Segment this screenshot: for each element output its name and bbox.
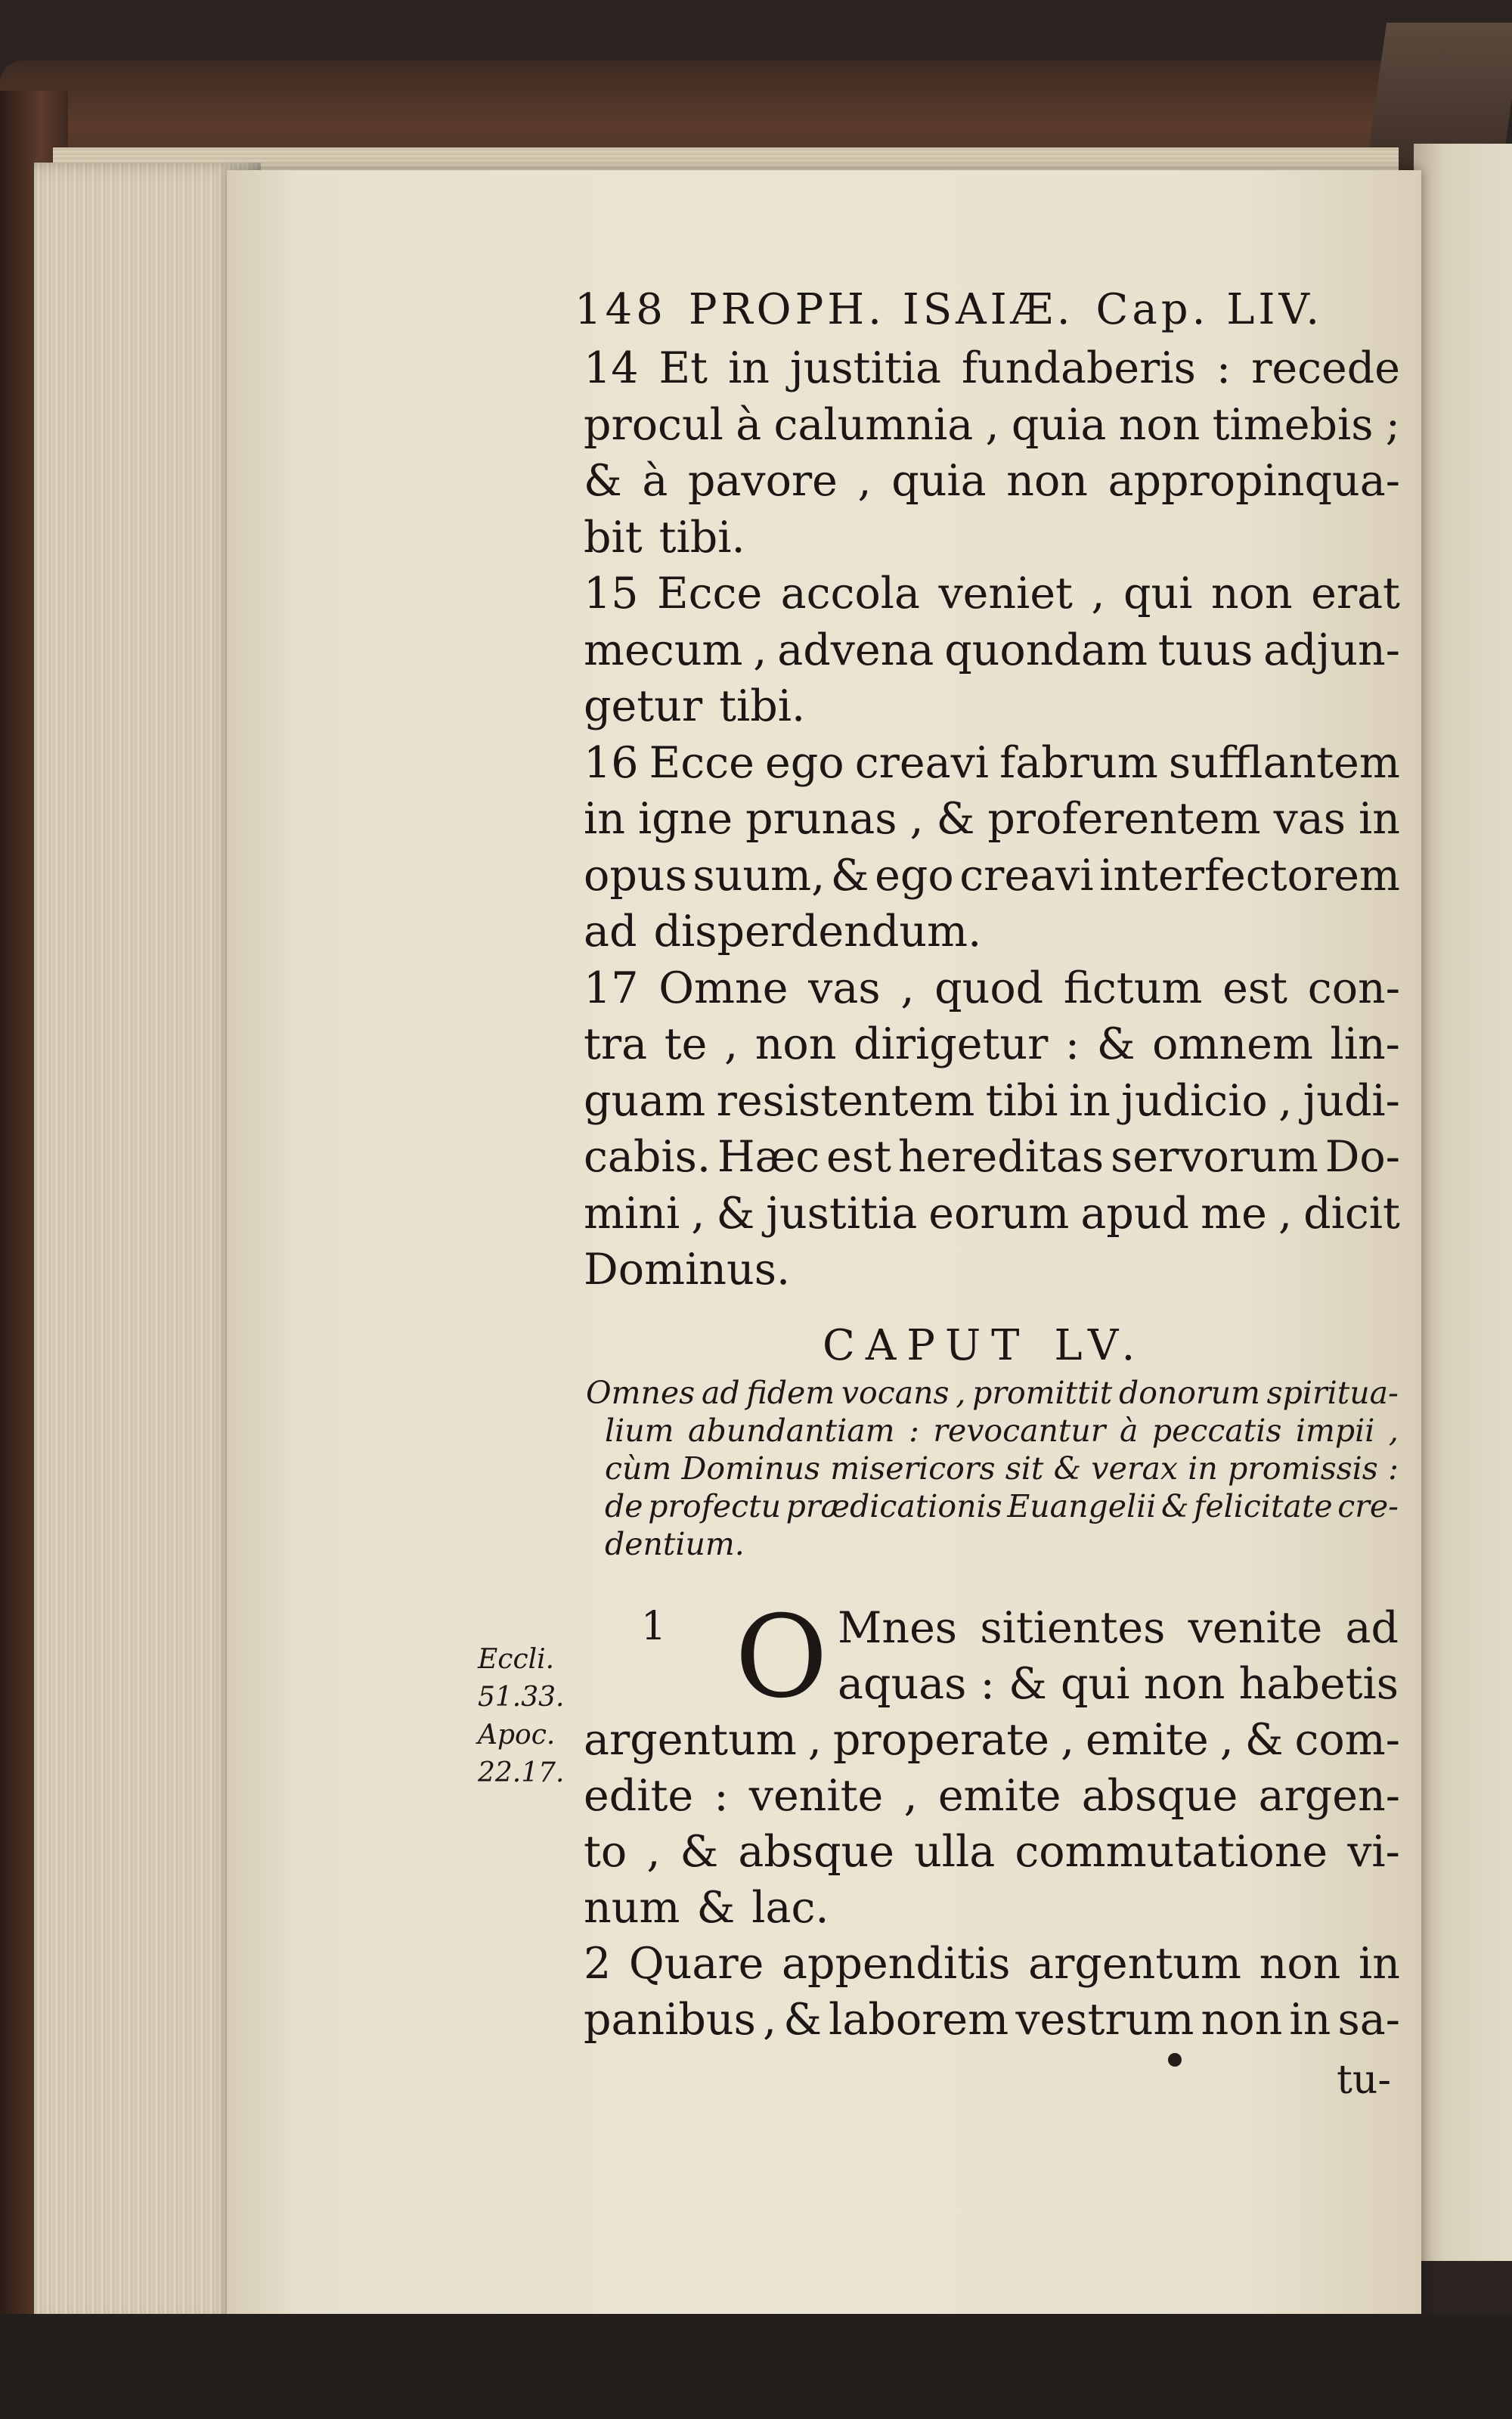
word: sufflantem — [1168, 737, 1400, 788]
word: appenditis — [781, 1939, 1011, 1989]
word: fabrum — [999, 737, 1158, 788]
word: non — [1259, 1939, 1341, 1989]
word: non — [754, 1019, 837, 1069]
word: quondam — [944, 625, 1148, 675]
word: : — [1064, 1019, 1080, 1069]
word: properate — [832, 1715, 1050, 1765]
word: , — [900, 963, 915, 1013]
word: proferentem — [987, 794, 1261, 844]
word: 2 — [584, 1939, 612, 1989]
word: adjun- — [1263, 625, 1400, 675]
word: dicit — [1303, 1188, 1400, 1239]
word: lium — [605, 1413, 674, 1449]
word: ad — [701, 1375, 740, 1411]
word: , — [763, 1995, 777, 2045]
word: cre- — [1337, 1488, 1399, 1524]
word: est — [826, 1132, 891, 1182]
word: in — [584, 794, 625, 844]
word: judicio — [1121, 1075, 1268, 1126]
verse-line — [584, 1129, 1400, 1186]
word: , — [903, 1771, 918, 1821]
word: omnem — [1152, 1019, 1313, 1069]
verse-line — [584, 1242, 1400, 1298]
word: fictum — [1063, 963, 1203, 1013]
header-chapter-label: Cap. LIV. — [1095, 285, 1323, 334]
verse-line — [584, 510, 1400, 566]
word: , — [985, 399, 999, 450]
word: suum, — [692, 850, 826, 901]
word: promittit — [972, 1375, 1113, 1411]
word: & — [830, 850, 869, 901]
word: aquas — [838, 1659, 967, 1709]
word: tra — [584, 1019, 648, 1069]
word: , — [1060, 1715, 1075, 1765]
word: & — [936, 794, 975, 844]
word: Omne — [658, 963, 789, 1013]
verse-line — [584, 622, 1400, 679]
word: apud — [1080, 1188, 1190, 1239]
word: argentum — [1028, 1939, 1241, 1989]
verse-line — [584, 566, 1400, 622]
word: recede — [1251, 343, 1400, 393]
word: impii — [1295, 1413, 1375, 1449]
word: getur — [584, 681, 703, 731]
word: absque — [1081, 1771, 1238, 1821]
word: qui — [1061, 1659, 1130, 1709]
word: vas — [1273, 794, 1346, 844]
word: mini — [584, 1188, 680, 1239]
word: commutatione — [1015, 1827, 1328, 1877]
margin-reference: Eccli. — [478, 1644, 555, 1675]
word: revocantur — [933, 1413, 1106, 1449]
word: dentium. — [605, 1526, 745, 1562]
chapter-summary-line — [605, 1525, 1399, 1563]
word: 15 — [584, 569, 639, 619]
word: , — [1219, 1715, 1234, 1765]
word: in — [1289, 1995, 1331, 2045]
word: Ecce — [656, 569, 763, 619]
margin-reference: 51.33. — [478, 1682, 565, 1713]
verse-line — [584, 1016, 1400, 1073]
word: tuus — [1157, 625, 1253, 675]
word: justitia — [790, 343, 941, 393]
word: Ecce — [649, 737, 754, 788]
verse-line — [584, 678, 1400, 735]
word: in — [1358, 794, 1400, 844]
word: Dominus — [681, 1450, 820, 1487]
word: venite — [748, 1771, 884, 1821]
word: vi- — [1347, 1827, 1400, 1877]
word: in — [1359, 1939, 1400, 1989]
word: con- — [1307, 963, 1400, 1013]
word: : — [980, 1659, 995, 1709]
word: , — [1278, 1188, 1293, 1239]
word: in — [1068, 1075, 1111, 1126]
word: prunas — [745, 794, 897, 844]
word: 16 — [584, 737, 639, 788]
word: num — [584, 1883, 680, 1933]
word: advena — [777, 625, 934, 675]
verse-line — [584, 904, 1400, 960]
verse-line — [584, 1768, 1400, 1825]
word: judi- — [1303, 1075, 1400, 1126]
word: Quare — [628, 1939, 764, 1989]
word: sa- — [1337, 1995, 1400, 2045]
word: ulla — [914, 1827, 996, 1877]
word: calumnia — [773, 399, 974, 450]
word: fundaberis — [961, 343, 1196, 393]
word: non — [1210, 569, 1293, 619]
word: & — [584, 456, 622, 506]
word: procul — [584, 399, 723, 450]
verse-line — [584, 1992, 1400, 2048]
word: à — [1119, 1413, 1139, 1449]
word: ad — [1345, 1603, 1399, 1653]
printer-mark — [1168, 2053, 1182, 2067]
word: ; — [1385, 399, 1400, 450]
word: sit — [1005, 1450, 1044, 1487]
word: veniet — [938, 569, 1073, 619]
word: fidem — [746, 1375, 835, 1411]
word: 14 — [584, 343, 639, 393]
verse-line — [584, 735, 1400, 792]
margin-reference: Apoc. — [478, 1720, 556, 1751]
word: verax — [1091, 1450, 1179, 1487]
word: mecum — [584, 625, 743, 675]
running-header — [575, 280, 1323, 340]
chapter-summary-line — [605, 1487, 1399, 1525]
word: ad — [584, 907, 637, 957]
verse-line — [584, 397, 1400, 454]
word: spiritua- — [1266, 1375, 1399, 1411]
word: vocans — [841, 1375, 950, 1411]
word: , — [1091, 569, 1105, 619]
word: sitientes — [980, 1603, 1166, 1653]
word: ego — [765, 737, 844, 788]
word: & — [1053, 1450, 1082, 1487]
word: abundantiam — [688, 1413, 895, 1449]
chapter-summary-line — [605, 1450, 1399, 1487]
word: tibi. — [658, 512, 745, 563]
word: Mnes — [838, 1603, 958, 1653]
catchword: tu- — [1337, 2058, 1391, 2103]
word: est — [1222, 963, 1288, 1013]
verse-line — [584, 1936, 1400, 1993]
word: in — [728, 343, 770, 393]
verse-line — [584, 1824, 1400, 1881]
word: justitia — [766, 1188, 918, 1239]
verse-line — [838, 1600, 1399, 1657]
word: Et — [658, 343, 708, 393]
word: & — [1161, 1488, 1189, 1524]
word: Dominus. — [584, 1245, 791, 1295]
header-page-number: 148 — [575, 285, 667, 334]
verse-number: 1 — [641, 1604, 667, 1649]
chapter-summary-line — [586, 1374, 1399, 1412]
word: interfectorem — [1099, 850, 1400, 901]
word: opus — [584, 850, 687, 901]
word: argen- — [1258, 1771, 1400, 1821]
word: qui — [1123, 569, 1193, 619]
word: non — [1143, 1659, 1225, 1709]
word: laborem — [829, 1995, 1009, 2045]
word: à — [642, 456, 668, 506]
word: to — [584, 1827, 627, 1877]
chapter-summary-line — [605, 1412, 1399, 1450]
word: guam — [584, 1075, 706, 1126]
word: emite — [1086, 1715, 1209, 1765]
margin-reference: 22.17. — [478, 1757, 565, 1788]
word: peccatis — [1151, 1413, 1282, 1449]
word: , — [909, 794, 924, 844]
verse-line — [584, 791, 1400, 848]
word: quod — [934, 963, 1044, 1013]
word: donorum — [1118, 1375, 1260, 1411]
word: me — [1201, 1188, 1267, 1239]
header-running-title: PROPH. ISAIÆ. — [688, 285, 1074, 334]
word: vestrum — [1015, 1995, 1194, 2045]
word: cùm — [605, 1450, 672, 1487]
word: misericors — [830, 1450, 996, 1487]
word: 17 — [584, 963, 639, 1013]
word: quia — [891, 456, 987, 506]
word: pavore — [687, 456, 838, 506]
word: à — [736, 399, 762, 450]
word: disperdendum. — [653, 907, 982, 957]
word: : — [1216, 343, 1232, 393]
word: creavi — [854, 737, 990, 788]
word: prædicationis — [785, 1488, 1002, 1524]
word: , — [857, 456, 872, 506]
verse-line — [584, 1712, 1400, 1769]
word: , — [807, 1715, 822, 1765]
word: Euangelii — [1007, 1488, 1157, 1524]
drop-capital: O — [735, 1592, 828, 1723]
verse-line — [584, 1880, 1400, 1937]
verse-line — [584, 848, 1400, 904]
word: erat — [1311, 569, 1400, 619]
word: : — [714, 1771, 729, 1821]
word: igne — [637, 794, 733, 844]
verse-line — [584, 1186, 1400, 1242]
word: felicitate — [1194, 1488, 1333, 1524]
word: vas — [808, 963, 881, 1013]
word: com- — [1294, 1715, 1400, 1765]
word: , — [956, 1375, 966, 1411]
word: habetis — [1238, 1659, 1399, 1709]
chapter-heading: CAPUT LV. — [823, 1321, 1146, 1370]
word: profectu — [648, 1488, 781, 1524]
word: & — [696, 1883, 736, 1933]
word: emite — [937, 1771, 1061, 1821]
word: in — [1188, 1450, 1218, 1487]
word: creavi — [959, 850, 1094, 901]
word: cabis. — [584, 1132, 711, 1182]
word: : — [1388, 1450, 1399, 1487]
word: Omnes — [586, 1375, 696, 1411]
word: edite — [584, 1771, 694, 1821]
word: appropinqua- — [1108, 456, 1400, 506]
word: bit — [584, 512, 643, 563]
word: absque — [738, 1827, 894, 1877]
word: , — [753, 625, 767, 675]
word: promissis — [1228, 1450, 1378, 1487]
word: lin- — [1330, 1019, 1400, 1069]
word: resistentem — [716, 1075, 975, 1126]
word: , — [723, 1019, 739, 1069]
word: & — [1096, 1019, 1136, 1069]
word: , — [691, 1188, 705, 1239]
word: & — [783, 1995, 822, 2045]
word: & — [1009, 1659, 1047, 1709]
word: : — [909, 1413, 919, 1449]
word: , — [646, 1827, 661, 1877]
word: Do- — [1325, 1132, 1400, 1182]
word: Hæc — [717, 1132, 820, 1182]
word: non — [1118, 399, 1201, 450]
word: servorum — [1111, 1132, 1318, 1182]
word: & — [1244, 1715, 1284, 1765]
word: dirigetur — [854, 1019, 1049, 1069]
word: tibi. — [719, 681, 806, 731]
word: de — [605, 1488, 643, 1524]
word: panibus — [584, 1995, 756, 2045]
word: ego — [875, 850, 954, 901]
verse-line — [584, 960, 1400, 1017]
word: te — [664, 1019, 708, 1069]
word: tibi — [985, 1075, 1058, 1126]
word: non — [1006, 456, 1088, 506]
word: hereditas — [897, 1132, 1105, 1182]
word: venite — [1188, 1603, 1323, 1653]
word: lac. — [751, 1883, 829, 1933]
verse-line — [584, 1073, 1400, 1130]
word: & — [680, 1827, 719, 1877]
verse-line — [584, 453, 1400, 510]
word: quia — [1011, 399, 1107, 450]
word: & — [716, 1188, 755, 1239]
word: accola — [780, 569, 920, 619]
word: , — [1278, 1075, 1293, 1126]
word: argentum — [584, 1715, 797, 1765]
verse-line — [584, 340, 1400, 397]
verse-line — [838, 1656, 1399, 1713]
word: , — [1388, 1413, 1399, 1449]
word: non — [1201, 1995, 1283, 2045]
word: timebis — [1212, 399, 1374, 450]
word: eorum — [928, 1188, 1070, 1239]
